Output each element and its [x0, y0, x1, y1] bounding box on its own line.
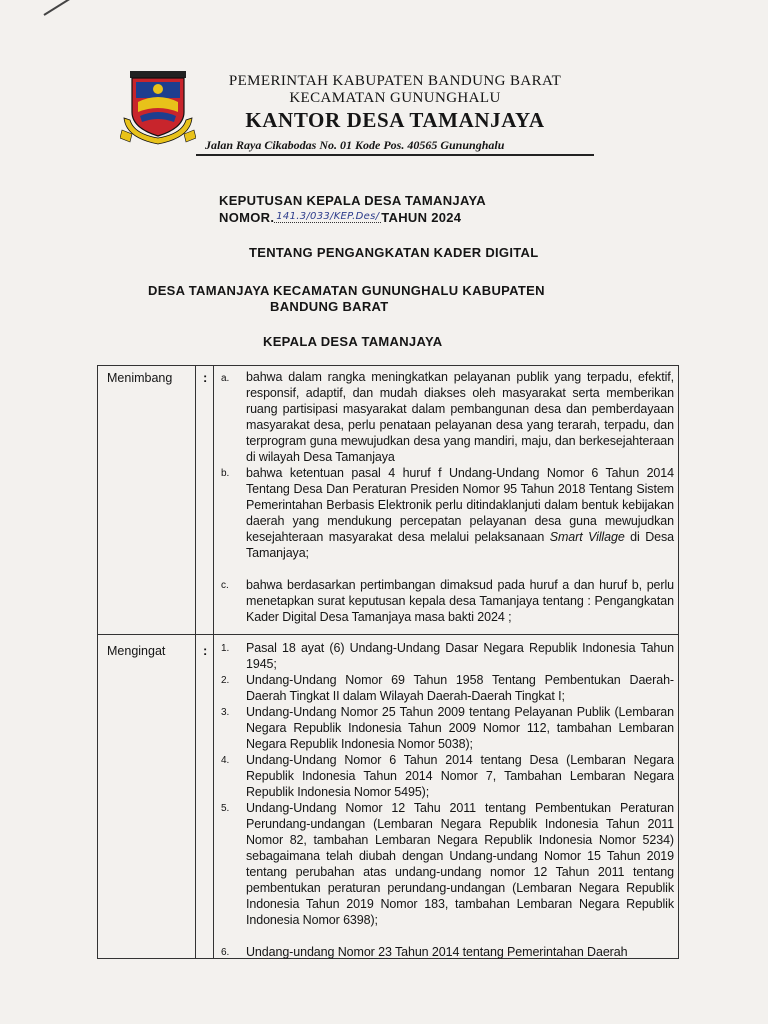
- menimbang-colon: :: [203, 370, 208, 385]
- item-b-text-end: di Desa Tamanjaya;: [246, 530, 674, 560]
- nomor-prefix: NOMOR.: [219, 210, 275, 225]
- letterhead-address: Jalan Raya Cikabodas No. 01 Kode Pos. 40565 Gununghalu: [205, 138, 505, 152]
- item-marker: 6.: [221, 947, 230, 958]
- mengingat-label: Mengingat: [107, 644, 166, 658]
- letterhead-district: KECAMATAN GUNUNGHALU: [289, 90, 501, 106]
- item-marker: 1.: [221, 643, 230, 654]
- nomor-suffix: TAHUN 2024: [381, 210, 462, 225]
- menimbang-item-c: bahwa berdasarkan pertimbangan dimaksud pada huruf a dan huruf b, perlu menetapkan surat keputusan kepala desa Tamanjaya tentang : Pengangkatan Kader Digital Desa Tamanjaya masa bakti 2024 ;: [246, 578, 674, 624]
- decree-issuer: KEPALA DESA TAMANJAYA: [263, 334, 443, 349]
- decree-number: [219, 210, 461, 226]
- mengingat-item-6: Undang-undang Nomor 23 Tahun 2014 tentang Pemerintahan Daerah: [246, 945, 628, 959]
- letterhead-office: KANTOR DESA TAMANJAYA: [245, 108, 545, 132]
- item-marker: a.: [221, 373, 230, 384]
- decree-subject-line3: BANDUNG BARAT: [270, 299, 389, 314]
- menimbang-item-a: bahwa dalam rangka meningkatkan pelayanan publik yang terpadu, efektif, responsif, adaptif, dan mudah diakses oleh masyarakat serta memberikan ruang partisipasi masyarakat dalam pembangunan desa dan pemberdayaan masyarakat desa, perlu penataan pelayanan desa yang terarah, terpadu, dan terprogram guna mewujudkan desa yang mandiri, maju, dan berkesejahteraan di wilayah Desa Tamanjaya: [246, 370, 674, 464]
- regency-emblem-logo: [120, 68, 196, 150]
- decree-title: KEPUTUSAN KEPALA DESA TAMANJAYA: [219, 193, 486, 208]
- decree-subject-line2: DESA TAMANJAYA KECAMATAN GUNUNGHALU KABUPATEN: [148, 283, 545, 298]
- menimbang-item-b: [246, 465, 674, 561]
- mengingat-item-2: Undang-Undang Nomor 69 Tahun 1958 Tentang Pembentukan Daerah-Daerah Tingkat II dalam Wilayah Daerah-Daerah Tingkat I;: [246, 673, 674, 703]
- item-marker: b.: [221, 468, 230, 479]
- item-marker: 3.: [221, 707, 230, 718]
- mengingat-colon: :: [203, 643, 208, 658]
- table-row-divider: [97, 634, 679, 635]
- letterhead-rule: [196, 154, 594, 156]
- item-b-text: bahwa ketentuan pasal 4 huruf f Undang-Undang Nomor 6 Tahun 2014 Tentang Desa Dan Peraturan Presiden Nomor 95 Tahun 2018 Tentang Sistem Pemerintahan Berbasis Elektronik perlu ditindaklanjuti dalam bentuk kebijakan daerah yang mendukung percepatan pelayanan desa guna mewujudkan kesejahteraan masyarakat desa melalui pelaksanaan: [246, 466, 674, 544]
- item-b-italic: Smart Village: [549, 530, 625, 544]
- table-column-divider: [213, 365, 214, 959]
- item-marker: 5.: [221, 803, 230, 814]
- mengingat-item-1: Pasal 18 ayat (6) Undang-Undang Dasar Negara Republik Indonesia Tahun 1945;: [246, 641, 674, 671]
- item-marker: c.: [221, 580, 229, 591]
- decree-subject: TENTANG PENGANGKATAN KADER DIGITAL: [249, 245, 539, 260]
- nomor-handwritten-value: 141.3/033/KEP.Des/: [276, 211, 380, 222]
- mengingat-item-5: Undang-Undang Nomor 12 Tahu 2011 tentang Pembentukan Peraturan Perundang-undangan (Lembaran Negara Republik Indonesia Tahun 2011 Nomor 82, tambahan Lembaran Negara Republik Indonesia Nomor 5234) sebagaimana telah diubah dengan Undang-undang Nomor 15 Tahun 2019 tentang perubahan atas undang-undang nomor 12 Tahun 2011 tentang pembentukan peraturan perundang-undangan (Lembaran Negara Republik Indonesia Tahun 2019 Nomor 183, tambahan Lembaran Negara Republik Indonesia Nomor 6398);: [246, 801, 674, 927]
- pen-mark: [43, 0, 76, 16]
- item-marker: 4.: [221, 755, 230, 766]
- mengingat-item-3: Undang-Undang Nomor 25 Tahun 2009 tentang Pelayanan Publik (Lembaran Negara Republik Indonesia Tahun 2009 Nomor 112, tambahan Lembaran Negara Republik Indonesia Nomor 5038);: [246, 705, 674, 751]
- table-column-divider: [195, 365, 196, 959]
- menimbang-label: Menimbang: [107, 371, 173, 385]
- mengingat-item-4: Undang-Undang Nomor 6 Tahun 2014 tentang Desa (Lembaran Negara Republik Indonesia Tahun 2014 Nomor 7, Tambahan Lembaran Negara Republik Indonesia Nomor 5495);: [246, 753, 674, 799]
- item-marker: 2.: [221, 675, 230, 686]
- letterhead-government: PEMERINTAH KABUPATEN BANDUNG BARAT: [228, 73, 562, 89]
